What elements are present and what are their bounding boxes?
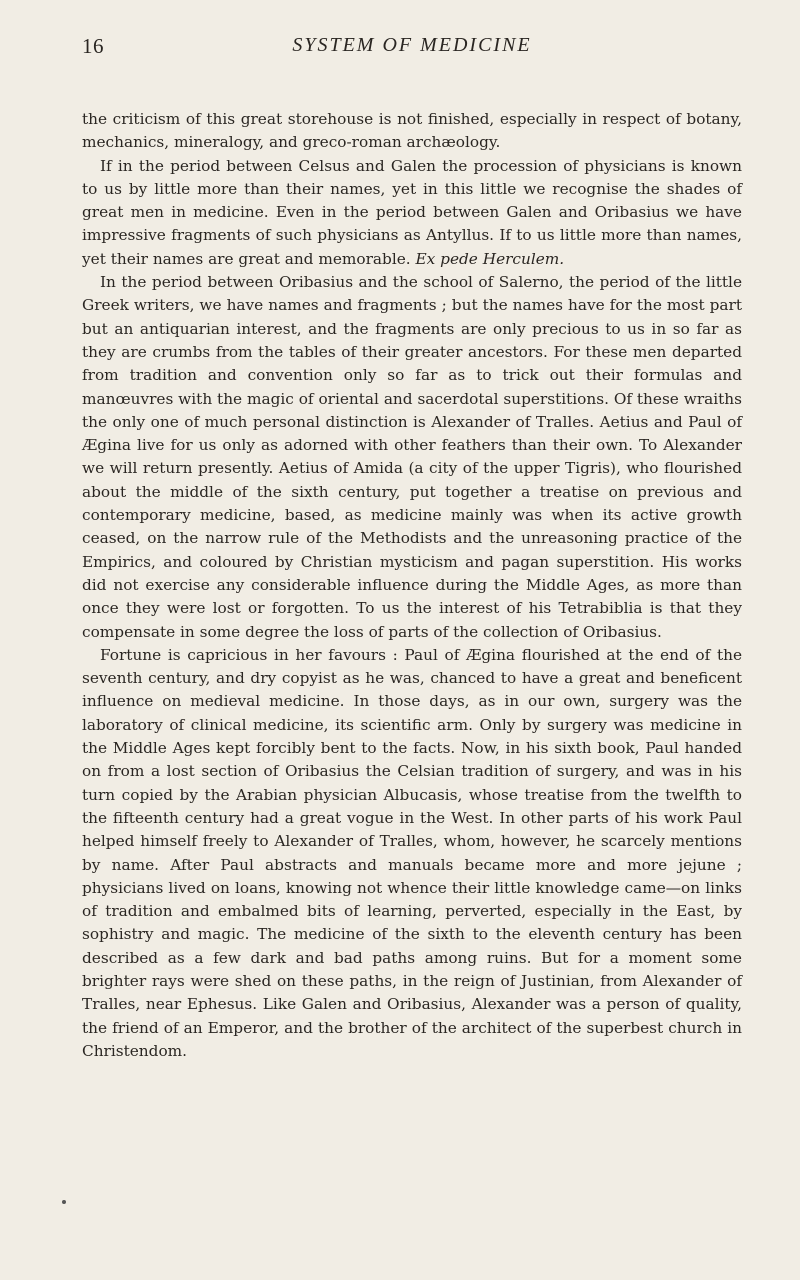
body-text — [82, 108, 742, 1063]
paragraph-4-text: Fortune is capricious in her favours : Paul of Ægina flourished at the end of the seventh century, and dry copyist as he was, chanced to have a great and beneficent influence on medieval medicine. In those days, as in our own, surgery was the laboratory of clinical medicine, its scientific arm. Only by surgery was medicine in the Middle Ages kept forcibly bent to the facts. Now, in his sixth book, Paul handed on from a lost section of Oribasius the Celsian tradition of surgery, and was in his turn copied by the Arabian physician Albucasis, whose treatise from the twelfth to the fifteenth century had a great vogue in the West. In other parts of his work Paul helped himself freely to Alexander of Tralles, whom, however, he scarcely mentions by name. After Paul abstracts and manuals became more and more jejune ; physicians lived on loans, knowing not whence their little knowledge came—on links of tradition and embalmed bits of learning, perverted, especially in the East, by sophistry and magic. The medicine of the sixth to the eleventh century has been described as a few dark and bad paths among ruins. But for a moment some brighter rays were shed on these paths, in the reign of Justinian, from Alexander of Tralles, near Ephesus. Like Galen and Oribasius, Alexander was a person of quality, the friend of an Emperor, and the brother of the architect of the superbest church in Christendom. — [82, 645, 742, 1060]
margin-mark — [62, 1200, 66, 1204]
running-title: SYSTEM OF MEDICINE — [292, 34, 532, 56]
page-header — [82, 34, 742, 64]
paragraph-3-text: In the period between Oribasius and the school of Salerno, the period of the little Greek writers, we have names and fragments ; but the names have for the most part but an antiquarian interest, and the fragments are only precious to us in so far as they are crumbs from the tables of their greater ancestors. For these men departed from tradition and convention only so far as to trick out their formulas and manœuvres with the magic of oriental and sacerdotal superstitions. Of these wraiths the only one of much personal distinction is Alexander of Tralles. Aetius and Paul of Ægina live for us only as adorned with other feathers than their own. To Alexander we will return presently. Aetius of Amida (a city of the upper Tigris), who flourished about the middle of the sixth century, put together a treatise on previous and contemporary medicine, based, as medicine mainly was when its active growth ceased, on the narrow rule of the Methodists and the unreasoning practice of the Empirics, and coloured by Christian mysticism and pagan superstition. His works did not exercise any considerable influence during the Middle Ages, as more than once they were lost or forgotten. To us the interest of his Tetrabiblia is that they compensate in some degree the loss of parts of the collection of Oribasius. — [82, 273, 742, 641]
paragraph-1-text: the criticism of this great storehouse is not finished, especially in respect of botany, mechanics, mineralogy, and greco-roman archæology. — [82, 110, 742, 152]
paragraph-2 — [82, 155, 742, 271]
paragraph-2-latin-phrase: Ex pede Herculem. — [415, 249, 565, 268]
paragraph-2-text: If in the period between Celsus and Galen the procession of physicians is known to us by little more than their names, yet in this little we recognise the shades of great men in medicine. Even in the period between Galen and Oribasius we have impressive fragments of such physicians as Antyllus. If to us little more than names, yet their names are great and memorable. — [82, 156, 742, 268]
paragraph-1 — [82, 108, 742, 155]
paragraph-3 — [82, 271, 742, 644]
paragraph-4 — [82, 644, 742, 1063]
page-number: 16 — [82, 34, 104, 58]
